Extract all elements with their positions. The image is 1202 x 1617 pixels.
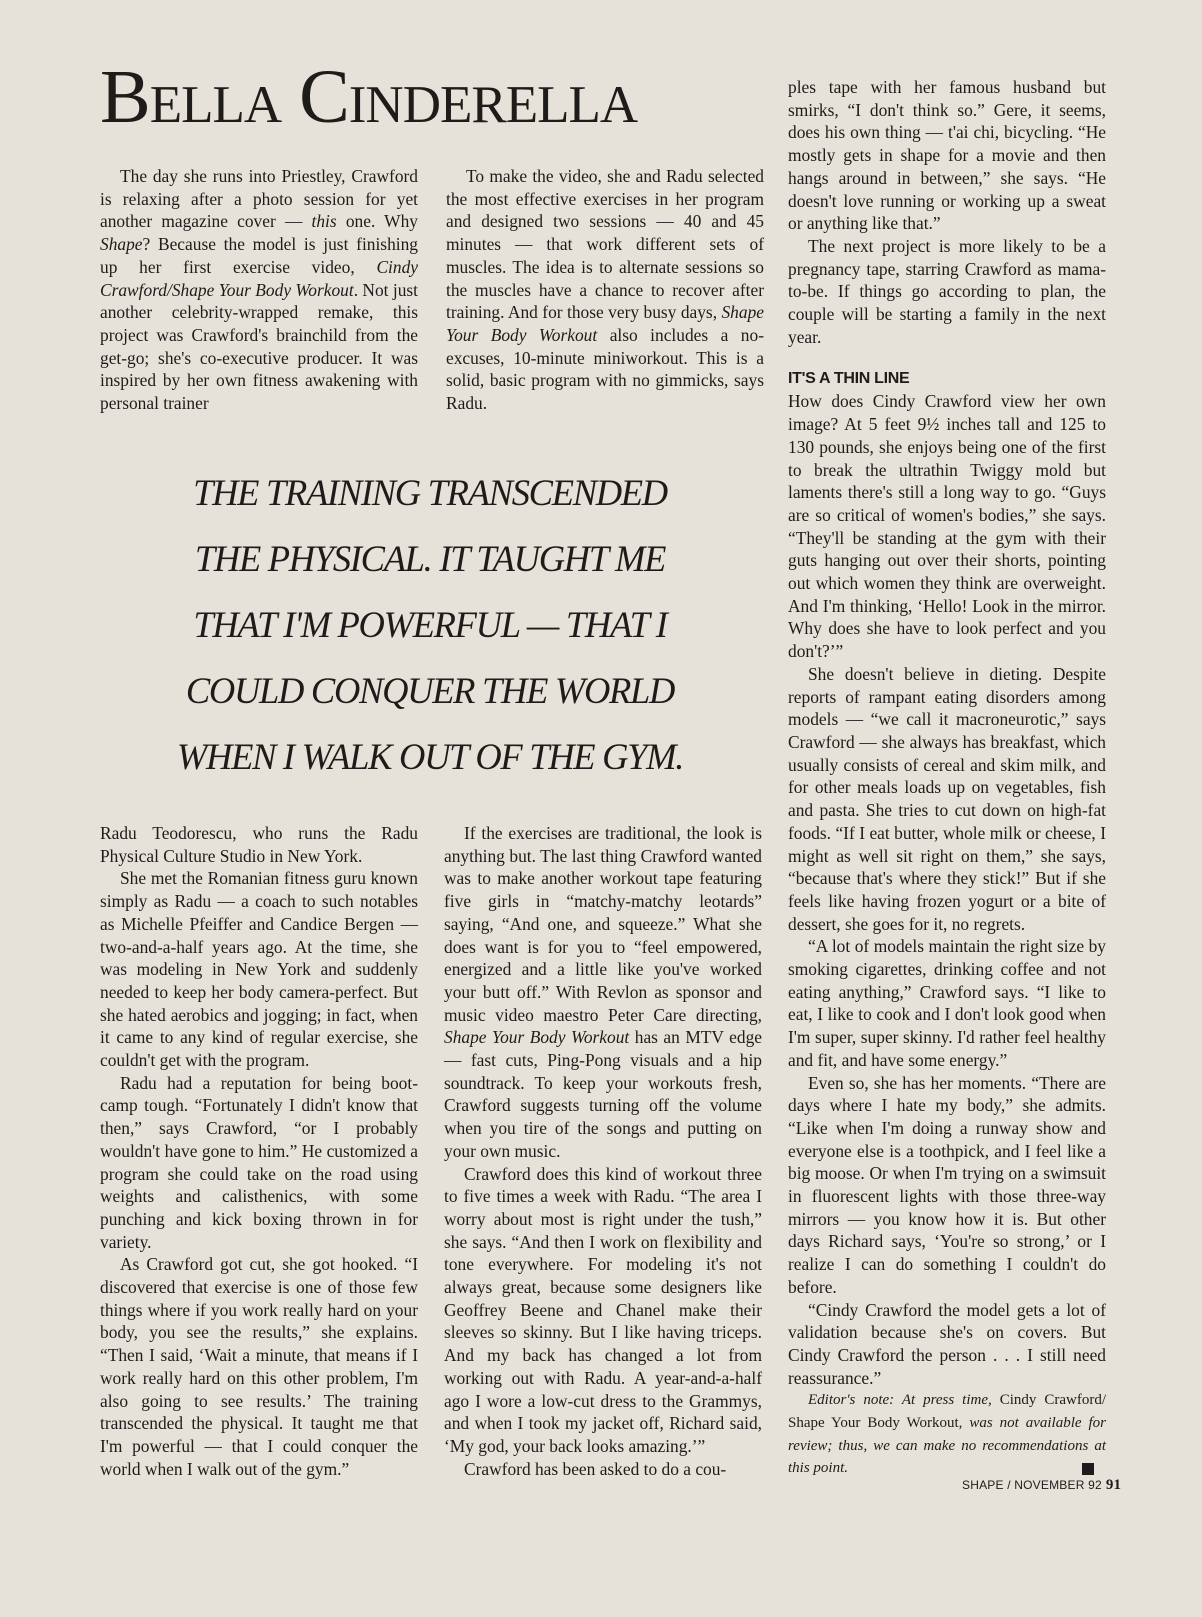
pull-quote-line: THE TRAINING TRANSCENDED bbox=[193, 472, 667, 513]
body-paragraph: ples tape with her famous husband but smirks, “I don't think so.” Gere, it seems, does his own thing — t'ai chi, bicycling. “He mostly gets in shape for a movie and then hangs around in between,” she says. “He doesn't love running or working up a sweat or anything like that.” bbox=[788, 77, 1106, 234]
pull-quote-line: THE PHYSICAL. IT TAUGHT ME bbox=[194, 538, 666, 579]
pull-quote bbox=[130, 460, 730, 790]
page-footer bbox=[962, 1477, 1121, 1494]
body-paragraph: Even so, she has her moments. “There are days where I hate my body,” she admits. “Like when I'm doing a runway show and everyone else is a toothpick, and I feel like a big moose. Or when I'm trying on a swimsuit in fluorescent lights with those three-way mirrors — you know how it is. But other days Richard says, ‘You're so strong,’ or I realize I can do something I couldn't do before. bbox=[788, 1072, 1106, 1297]
pull-quote-line: COULD CONQUER THE WORLD bbox=[185, 670, 675, 711]
pull-quote-line: THAT I'M POWERFUL — THAT I bbox=[193, 604, 667, 645]
body-paragraph: As Crawford got cut, she got hooked. “I discovered that exercise is one of those few things where if you work really hard on your body, you see the results,” she explains. “Then I said, ‘Wait a minute, that means if I work really hard on this other problem, I'm also going to see results.’ The training transcended the physical. It taught me that I'm powerful — that I could conquer the world when I walk out of the gym.” bbox=[100, 1254, 418, 1479]
body-paragraph: Radu had a reputation for being boot-camp tough. “Fortunately I didn't know that then,” says Crawford, “or I probably wouldn't have gone to him.” He customized a program she could take on the road using weights and calisthenics, with some punching and kick boxing thrown in for variety. bbox=[100, 1072, 418, 1252]
column-1-top bbox=[100, 165, 418, 415]
body-paragraph: She met the Romanian fitness guru known simply as Radu — a coach to such notables as Michelle Pfeiffer and Candice Bergen — two-and-a-half years ago. At the time, she was modeling in New York and suddenly needed to keep her body camera-perfect. But she hated aerobics and jogging; in fact, when it came to any kind of regular exercise, she couldn't get with the program. bbox=[100, 868, 418, 1071]
section-subhead: IT'S A THIN LINE bbox=[788, 370, 910, 388]
body-paragraph: “Cindy Crawford the model gets a lot of validation because she's on covers. But Cindy Crawford the person . . . I still need reassurance.” bbox=[788, 1299, 1106, 1388]
column-3 bbox=[788, 76, 1106, 1480]
issue-label: SHAPE / NOVEMBER 92 bbox=[962, 1478, 1102, 1492]
article-title: Bella Cinderella bbox=[100, 55, 638, 139]
column-1-bottom bbox=[100, 822, 418, 1480]
editors-note: Editor's note: At press time, Cindy Crawford/ Shape Your Body Workout, was not available for review; thus, we can make no recommendations at this point. bbox=[788, 1392, 1106, 1477]
intro-paragraph: The day she runs into Priestley, Crawford is relaxing after a photo session for yet another magazine cover — this one. Why Shape? Because the model is just finishing up her first exercise video, Cindy Crawford/Shape Your Body Workout. Not just another celebrity-wrapped remake, this project was Crawford's brainchild from the get-go; she's co-executive producer. It was inspired by her own fitness awakening with personal trainer bbox=[100, 166, 418, 414]
column-2-top bbox=[446, 165, 764, 415]
body-paragraph: The next project is more likely to be a pregnancy tape, starring Crawford as mama-to-be. If things go according to plan, the couple will be starting a family in the next year. bbox=[788, 235, 1106, 347]
body-paragraph: If the exercises are traditional, the look is anything but. The last thing Crawford wanted was to make another workout tape featuring five girls in “matchy-matchy leotards” saying, “And one, and squeeze.” What she does want is for you to “feel empowered, energized and a little like you've worked your butt off.” With Revlon as sponsor and music video maestro Peter Care directing, Shape Your Body Workout has an MTV edge — fast cuts, Ping-Pong visuals and a hip soundtrack. To keep your workouts fresh, Crawford suggests turning off the volume when you tire of the songs and putting on your own music. bbox=[444, 823, 762, 1161]
body-paragraph: She doesn't believe in dieting. Despite reports of rampant eating disorders among models — “we call it macroneurotic,” says Crawford — she always has breakfast, which usually consists of cereal and skim milk, and for other meals loads up on vegetables, fish and pasta. She tries to cut down on high-fat foods. “If I eat butter, whole milk or cheese, I might as well sit right on them,” she says, “because that's where they stick!” But if she feels like having frozen yogurt or a bite of dessert, she goes for it, no regrets. bbox=[788, 663, 1106, 934]
column-2-bottom bbox=[444, 822, 762, 1480]
body-paragraph: Crawford does this kind of workout three to five times a week with Radu. “The area I worry about most is right under the tush,” she says. “And then I work on flexibility and tone everywhere. For modeling it's not always great, because some designers like Geoffrey Beene and Chanel make their sleeves so skinny. But I like having triceps. And my back has changed a lot from working out with Radu. A year-and-a-half ago I wore a low-cut dress to the Grammys, and when I took my jacket off, Richard said, ‘My god, your back looks amazing.’” bbox=[444, 1163, 762, 1456]
page-number: 91 bbox=[1105, 1477, 1122, 1493]
pull-quote-line: WHEN I WALK OUT OF THE GYM. bbox=[176, 736, 684, 777]
body-paragraph: “A lot of models maintain the right size by smoking cigarettes, drinking coffee and not eating anything,” Crawford says. “I like to eat, I like to cook and I don't look good when I'm super, super skinny. I'd rather feel healthy and fit, and have some energy.” bbox=[788, 936, 1106, 1070]
video-paragraph: To make the video, she and Radu selected the most effective exercises in her program and designed two sessions — 40 and 45 minutes — that work different sets of muscles. The idea is to alternate sessions so the muscles have a chance to recover after training. And for those very busy days, Shape Your Body Workout also includes a no-excuses, 10-minute miniworkout. This is a solid, basic program with no gimmicks, says Radu. bbox=[446, 166, 764, 414]
body-paragraph: Crawford has been asked to do a cou- bbox=[464, 1458, 727, 1479]
body-paragraph: How does Cindy Crawford view her own image? At 5 feet 9½ inches tall and 125 to 130 pounds, she enjoys being one of the first to break the ultrathin Twiggy mold but laments there's still a long way to go. “Guys are so critical of women's bodies,” she says. “They'll be standing at the gym with their guts hanging out over their shorts, pointing out which women they think are overweight. And I'm thinking, ‘Hello! Look in the mirror. Why does she have to look perfect and you don't?’” bbox=[788, 391, 1106, 662]
end-mark-icon bbox=[1082, 1463, 1094, 1475]
body-paragraph: Radu Teodorescu, who runs the Radu Physical Culture Studio in New York. bbox=[100, 823, 418, 866]
